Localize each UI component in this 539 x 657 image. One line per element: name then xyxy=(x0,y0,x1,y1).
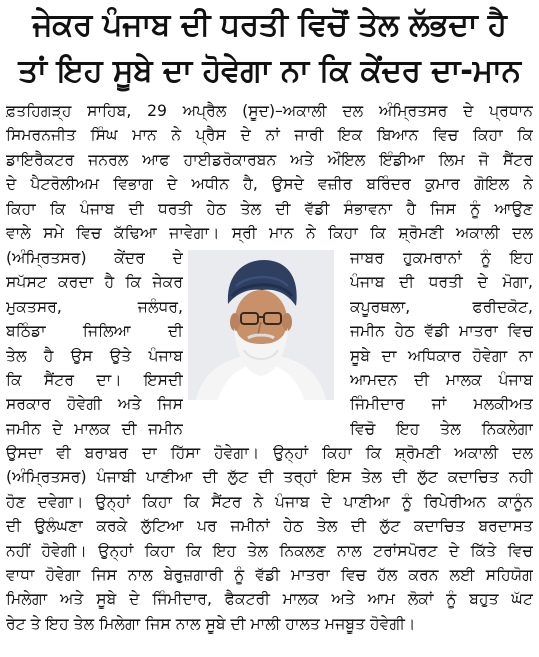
article-line: ਵਾਲੇ ਸਮੇ ਵਿਚ ਕੱਢਿਆ ਜਾਵੇਗਾ। ਸ੍ਰੀ ਮਾਨ ਨੇ ਕਿਹਾ ਕਿ ਸ਼੍ਰੋਮਣੀ ਅਕਾਲੀ ਦਲ xyxy=(6,223,533,242)
article-line: ਤੇਲ ਹੈ ਉਸ ਉਤੇ ਪੰਜਾਬ xyxy=(6,346,183,365)
article-line: ਜਮੀਨ ਦੇ ਮਾਲਕ ਦੀ ਜਮੀਨ xyxy=(6,419,183,438)
article-line: ਜਿੰਮੀਦਾਰ ਜਾਂ ਮਲਕੀਅਤ xyxy=(350,395,533,414)
article-line: ਕਪੂਰਥਲਾ, ਫਰੀਦਕੋਟ, xyxy=(350,297,533,316)
article-line: ਡਾਇਰੈਕਟਰ ਜਨਰਲ ਆਫ ਹਾਈਡਰੋਕਾਰਬਨ ਅਤੇ ਔਇਲ ਇੰਡੀਆ ਲਿਮ ਜੋ ਸੈਂਟਰ xyxy=(6,150,533,169)
headline-line-2: ਤਾਂ ਇਹ ਸੂਬੇ ਦਾ ਹੋਵੇਗਾ ਨਾ ਕਿ ਕੇਂਦਰ ਦਾ-ਮਾਨ xyxy=(18,53,521,89)
portrait-illustration xyxy=(188,250,334,400)
article-line: ਫ਼ਤਹਿਗੜ੍ਹ ਸਾਹਿਬ, 29 ਅਪ੍ਰੈਲ (ਸੂਦ)–ਅਕਾਲੀ ਦਲ ਅੰਮ੍ਰਿਤਸਰ ਦੇ ਪ੍ਰਧਾਨ xyxy=(6,102,533,120)
article-line: ਜਮੀਨ ਹੇਠ ਵੱਡੀ ਮਾਤਰਾ ਵਿਚ xyxy=(350,322,533,341)
article-line: ਸੂਬੇ ਦਾ ਅਧਿਕਾਰ ਹੋਵੇਗਾ ਨਾ xyxy=(350,346,533,365)
article-line: ਮੁਕਤਸਰ, ਜਲੰਧਰ, xyxy=(6,297,183,316)
article-bottom-paragraph xyxy=(6,441,533,636)
article-line: ਜਾਬਰ ਹੁਕਮਰਾਨਾਂ ਨੂੰ ਇਹ xyxy=(350,249,533,267)
article-line: ਦੇ ਪੈਟਰੋਲੀਅਮ ਵਿਭਾਗ ਦੇ ਅਧੀਨ ਹੈ, ਉਸਦੇ ਵਜ਼ੀਰ ਬਰਿੰਦਰ ਕੁਮਾਰ ਗੋਇਲ ਨੇ xyxy=(6,175,533,194)
article-line: ਸਰਕਾਰ ਹੋਵੇਗੀ ਅਤੇ ਜਿਸ xyxy=(6,395,183,414)
article-line: ਪੰਜਾਬ ਦੀ ਧਰਤੀ ਦੇ ਮੋਗਾ, xyxy=(350,273,533,292)
article-line: ਕਿ ਸੈਂਟਰ ਦਾ। ਇਸਦੀ xyxy=(6,370,183,389)
headline-line-1: ਜੇਕਰ ਪੰਜਾਬ ਦੀ ਧਰਤੀ ਵਿਚੋਂ ਤੇਲ ਲੱਭਦਾ ਹੈ xyxy=(32,7,507,43)
article-line: ਮਿਲੇਗਾ ਅਤੇ ਸੂਬੇ ਦੇ ਜਿੰਮੀਦਾਰ, ਫੈਕਟਰੀ ਮਾਲਕ ਅਤੇ ਆਮ ਲੋਕਾਂ ਨੂੰ ਬਹੁਤ ਘੱਟ xyxy=(6,590,533,609)
article-line: ਸਪੱਸਟ ਕਰਦਾ ਹੈ ਕਿ ਜੇਕਰ xyxy=(6,273,183,292)
article-line: (ਅੰਮ੍ਰਿਤਸਰ) ਪੰਜਾਬੀ ਪਾਣੀਆ ਦੀ ਲੁੱਟ ਦੀ ਤਰ੍ਹਾਂ ਇਸ ਤੇਲ ਦੀ ਲੁੱਟ ਕਦਾਚਿਤ ਨਹੀ xyxy=(6,468,533,487)
article-line: ਰੇਟ ਤੇ ਇਹ ਤੇਲ ਮਿਲੇਗਾ ਜਿਸ ਨਾਲ ਸੂਬੇ ਦੀ ਮਾਲੀ ਹਾਲਤ ਮਜਬੂਤ ਹੋਵੇਗੀ। xyxy=(6,614,416,633)
article-line: ਦੀ ਉਲੰਘਣਾ ਕਰਕੇ ਲੁੱਟਿਆ ਪਰ ਜਮੀਨਾਂ ਹੇਠ ਤੇਲ ਦੀ ਲੁੱਟ ਕਦਾਚਿਤ ਬਰਦਾਸਤ xyxy=(6,517,533,536)
article-line: ਆਮਦਨ ਦੀ ਮਾਲਕ ਪੰਜਾਬ xyxy=(350,370,533,389)
article-line: ਕਿਹਾ ਕਿ ਪੰਜਾਬ ਦੀ ਧਰਤੀ ਹੇਠ ਤੇਲ ਦੀ ਵੱਡੀ ਸੰਭਾਵਨਾ ਹੈ ਜਿਸ ਨੂੰ ਆਉਣ xyxy=(6,199,533,218)
portrait-photo xyxy=(188,250,334,400)
article-line: ਵਿਚੋ ਇਹ ਤੇਲ ਨਿਕਲੇਗਾ xyxy=(350,419,533,438)
article-right-column xyxy=(350,246,533,441)
article-line: ਹੋਣ ਦਵੇਗਾ। ਉਨ੍ਹਾਂ ਕਿਹਾ ਕਿ ਸੈਂਟਰ ਨੇ ਪੰਜਾਬ ਦੇ ਪਾਣੀਆ ਨੂੰ ਰਿਪੇਰੀਅਨ ਕਾਨੂੰਨ xyxy=(6,492,533,511)
article-line: ਵਾਧਾ ਹੋਵੇਗਾ ਜਿਸ ਨਾਲ ਬੇਰੁਜ਼ਗਾਰੀ ਨੂੰ ਵੱਡੀ ਮਾਤਰਾ ਵਿਚ ਹੱਲ ਕਰਨ ਲਈ ਸਹਿਯੋਗ xyxy=(6,565,533,584)
article-line: (ਅੰਮ੍ਰਿਤਸਰ) ਕੇਂਦਰ ਦੇ xyxy=(6,249,183,267)
article-top-paragraph xyxy=(6,99,533,245)
article-line: ਨਹੀਂ ਹੋਵੇਗੀ। ਉਨ੍ਹਾਂ ਕਿਹਾ ਕਿ ਇਹ ਤੇਲ ਨਿਕਲਣ ਨਾਲ ਟਰਾਂਸਪੋਰਟ ਦੇ ਕਿੱਤੇ ਵਿਚ xyxy=(6,541,533,560)
article-left-column xyxy=(6,246,183,441)
article-line: ਬਠਿੰਡਾ ਜਿਲਿਆ ਦੀ xyxy=(6,322,183,341)
article-line: ਉਸਦਾ ਵੀ ਬਰਾਬਰ ਦਾ ਹਿੱਸਾ ਹੋਵੇਗਾ। ਉਨ੍ਹਾਂ ਕਿਹਾ ਕਿ ਸ਼੍ਰੋਮਣੀ ਅਕਾਲੀ ਦਲ xyxy=(6,444,533,462)
article-line: ਸਿਮਰਨਜੀਤ ਸਿੰਘ ਮਾਨ ਨੇ ਪ੍ਰੈਸ ਦੇ ਨਾਂ ਜਾਰੀ ਇਕ ਬਿਆਨ ਵਿਚ ਕਿਹਾ ਕਿ xyxy=(6,126,533,145)
